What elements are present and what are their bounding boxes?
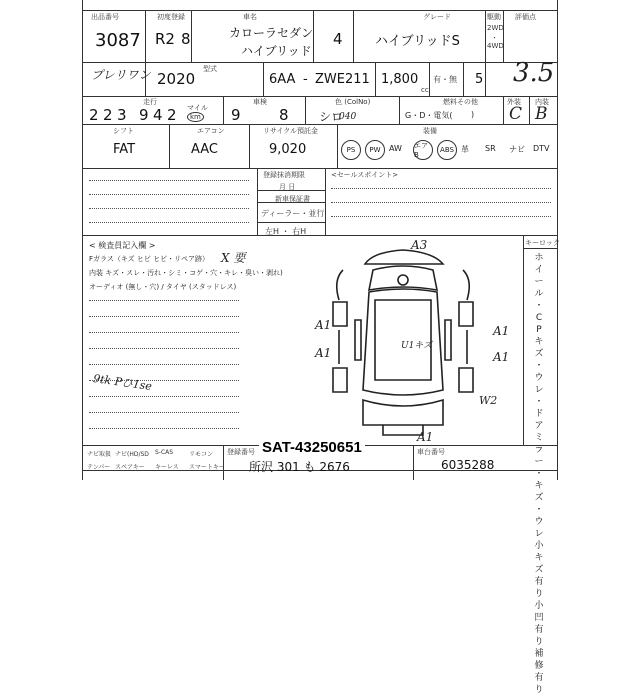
seats-value: 5 [475,72,484,87]
equipment-item: PW [365,140,385,160]
cc-unit: cc [421,86,429,94]
lot-label: 出品番号 [91,13,119,21]
type-dash: - [303,72,308,87]
recycle-value: 9,020 [269,142,307,157]
model-sub: ハイブリッド [241,44,312,58]
model-label: 車名 [243,13,257,21]
exterior-label: 外装 [507,98,521,106]
sales-label: <セールスポイント> [331,171,399,179]
damage-mark-left-front: A1 [315,318,332,332]
grade-label: グレード [423,13,451,21]
equipment-item: ABS [437,140,457,160]
mileage-digit-3: 3 [117,106,127,124]
shift-label: シフト [113,127,134,135]
equipment-item: AW [389,144,402,153]
audio-line: オーディオ (無し・穴) / タイヤ (スタッドレス) [89,283,237,291]
damage-mark-right-rear: A1 [493,350,510,364]
auction-sheet: 出品番号 3087 初度登録 R2 8 車名 カローラセダン ハイブリッド 4 グレード ハイブリッドS 駆動 2WD ・ 4WD 評価点 3.5 プレリワン 2020 型式 6AA - ZWE211 1,800 cc 有・無 5 走行 2 2 3 9 4 2 マイル km 車検 9 8 色 (ColNo) シロ 040 燃料 G・D・電気( ) その他 外装 C 内装 B シフト FAT エアコン AAC リサイクル預託金 9,020 装備 登録抹消期限 月 日 新車保証書 ディーラー・並行 左H ・ 右H <セールスポイント> < 検査員記入欄 > Fガラス（キズ ヒビ ヒビ・リペア跡） X 要 内装 キズ・スレ・汚れ・シミ・コゲ・穴・キレ・臭い・剥れ) オーディオ (無し・穴) / タイヤ (スタッドレス) 9tk Pひ1se キーロック ホ イ ー ル ・ C P キ ズ ・ ウ レ ・ ド ア ミ ラ ー ・ キ ズ ・ ウ レ 小 キ ズ 有 り 小 凹 有 り 補 修 有 り A3 A1 A1 A1 A1 U1キズ W2 A1 ナビ取扱 ナビ(HD/SD S-CAS リモコン テンパー スペアキー キーレス スマートキー 登録番号 所沢 301 も 2676 車台番号 6035288 SAT-43250651 PS PW AW エアB ABS 革 SR ナビ DTV [82,0,558,480]
plate-label: 登録番号 [227,448,255,456]
damage-mark-rear: A1 [417,430,434,444]
fuel-label: 燃料 [443,98,457,106]
type-label: 型式 [203,65,217,73]
score-value: 3.5 [513,58,555,88]
footer-opt-2: ナビ(HD/SD [115,451,149,458]
chassis-label: 車台番号 [417,448,445,456]
fuel-close: ) [471,110,475,119]
equip-label: 装備 [423,127,437,135]
equipment-item: エアB [413,140,433,160]
cc-value: 1,800 [381,72,419,87]
damage-mark-front: A3 [411,238,428,252]
equipment-item: SR [485,144,496,153]
owner-label: 新車保証書 [275,195,310,203]
steering-label: 左H ・ 右H [265,227,307,236]
other-label: その他 [457,98,478,106]
color-label: 色 (ColNo) [335,98,371,106]
type-model: ZWE211 [315,72,370,87]
mileage-unit-mile: マイル [187,104,208,112]
footer-opt-8: スマートキー [189,464,225,471]
mileage-digit-5: 4 [153,106,163,124]
year-value: R2 [155,30,175,48]
color-no: 040 [339,112,357,122]
fuel-options: G・D・電気( [405,111,453,120]
mileage-unit-km: km [187,112,204,122]
drive-2wd: 2WD [487,24,504,32]
damage-mark-rear-glass: W2 [479,394,498,407]
model-name: カローラセダン [229,26,314,40]
footer-opt-1: ナビ取扱 [87,451,112,458]
score-label: 評価点 [515,13,536,21]
exterior-value: C [509,104,523,124]
mileage-digit-2: 2 [103,106,113,124]
footer-opt-6: スペアキー [115,464,145,471]
mileage-digit-6: 2 [167,106,177,124]
day-label: 月 日 [279,183,296,191]
dealer-label: ディーラー・並行 [261,209,325,218]
turbo-label: 有・無 [433,75,457,84]
inspector-title: < 検査員記入欄 > [89,241,156,250]
drive-label: 駆動 [487,13,501,21]
lot-number: 3087 [95,30,141,51]
ac-value: AAC [191,142,218,157]
interior-line: 内装 キズ・スレ・汚れ・シミ・コゲ・穴・キレ・臭い・剥れ) [89,269,283,277]
equipment-item: 革 [461,145,469,154]
interior-label: 内装 [535,98,549,106]
footer-opt-5: テンパー [87,464,111,471]
month-value: 8 [181,30,191,48]
year-label: 初度登録 [157,13,185,21]
damage-mark-roof: U1キズ [401,341,433,351]
doors-value: 4 [333,30,343,48]
grade-value: ハイブリッドS [375,34,460,49]
footer-opt-4: リモコン [189,451,214,458]
equipment-item: PS [341,140,361,160]
drive-4wd: 4WD [487,42,504,50]
damage-mark-right-front: A1 [493,324,510,338]
type-code: 6AA [269,72,296,87]
interior-value: B [535,104,548,124]
recycle-label: リサイクル預託金 [263,127,319,135]
windshield-line: Fガラス（キズ ヒビ ヒビ・リペア跡） [89,255,209,263]
preregistered-note: プレリワン [91,68,151,82]
handwritten-note: 9tk Pひ1se [92,371,153,394]
mileage-digit-1: 2 [89,106,99,124]
mileage-digit-4: 9 [139,106,149,124]
inspection-month: 8 [279,106,289,124]
plate-value: 所沢 301 も 2676 [249,460,350,474]
side-column-label: キーロック [525,239,560,247]
footer-opt-7: キーレス [155,464,179,471]
ac-label: エアコン [197,127,225,135]
year-ad: 2020 [157,70,196,88]
footer-opt-3: S-CAS [155,449,174,456]
damage-mark-left-rear: A1 [315,346,332,360]
mileage-label: 走行 [143,98,157,106]
sheet-id-stamp: SAT-43250651 [259,438,365,457]
color-value: シロ [319,110,344,124]
windshield-mark: X 要 [221,251,246,265]
shift-value: FAT [113,142,136,157]
equipment-item: ナビ [509,145,525,154]
inspection-label: 車検 [253,98,267,106]
side-column-text: ホ イ ー ル ・ C P キ ズ ・ ウ レ ・ ド ア ミ ラ ー ・ キ ズ ・ ウ レ 小 キ ズ 有 り 小 凹 有 り 補 修 有 り [534,253,544,695]
registration-label: 登録抹消期限 [263,171,305,179]
inspection-year: 9 [231,106,241,124]
equipment-item: DTV [533,144,550,153]
chassis-value: 6035288 [441,458,495,472]
